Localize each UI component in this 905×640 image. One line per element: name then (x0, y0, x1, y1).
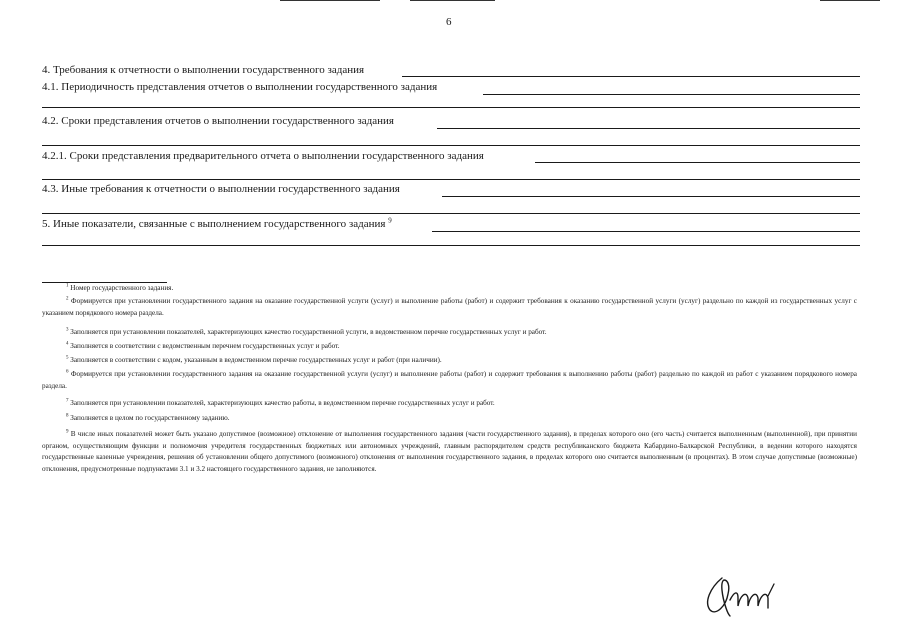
footnote (42, 413, 857, 425)
footnote (42, 341, 857, 353)
fill-line (42, 213, 860, 214)
footnote (42, 355, 857, 367)
page-number: 6 (446, 16, 452, 28)
footnote (42, 398, 857, 410)
fill-line (42, 179, 860, 180)
footnote-text: Номер государственного задания. (70, 284, 174, 292)
fill-line (483, 94, 860, 95)
footnote (42, 283, 857, 295)
footnote (42, 369, 857, 392)
footnote-number: 4 (66, 341, 69, 347)
field-label: 4. Требования к отчетности о выполнении государственного задания (42, 64, 365, 76)
field-label: 4.1. Периодичность представления отчетов о выполнении государственного задания (42, 81, 438, 93)
fill-line (402, 76, 860, 77)
field-other-indicators (42, 218, 392, 230)
footnote-number: 7 (66, 398, 69, 404)
field-label: 4.2. Сроки представления отчетов о выполнении государственного задания (42, 115, 394, 127)
footnote-number: 8 (66, 413, 69, 419)
scan-mark (410, 0, 495, 1)
field-label: 4.3. Иные требования к отчетности о выполнении государственного задания (42, 183, 400, 195)
footnote-text: Заполняется в целом по государственному заданию. (70, 414, 230, 422)
footnote-number: 1 (66, 283, 69, 289)
scan-mark (820, 0, 880, 1)
footnote-number: 9 (66, 429, 69, 435)
fill-line (442, 196, 860, 197)
footnote-text: Формируется при установлении государственного задания на оказание государственной услуги (услуг) и выполнение работы (работ) и содержит требования к оказанию государственной услуги (услуг) раздельно по каждой из государственных услуг с указанием порядкового номера раздела. (42, 297, 857, 317)
fill-line (42, 145, 860, 146)
fill-line (437, 128, 860, 129)
field-reporting-requirements (42, 64, 364, 76)
scan-mark (280, 0, 380, 1)
footnote (42, 296, 857, 319)
fill-line (535, 162, 860, 163)
footnote-number: 6 (66, 369, 69, 375)
fill-line (432, 231, 860, 232)
handwritten-signature (700, 566, 810, 620)
field-other-reporting-requirements (42, 183, 400, 195)
footnote-text: Заполняется в соответствии с кодом, указанным в ведомственном перечне государственных услуг и работ (при наличии). (70, 356, 442, 364)
footnote-text: В числе иных показателей может быть указано допустимое (возможное) отклонение от выполнения государственного задания (части государственного задания), в пределах которого оно (его часть) считается выполненным (выполненной), при принятии органом, осуществляющим функции и полномочия учредителя государственных бюджетных или автономных учреждений, главным распорядителем средств республиканского бюджета Кабардино-Балкарской Республики, в ведении которого находятся государственные казенные учреждения, решения об установлении общего допустимого (возможного) отклонения от выполнения государственного задания, в пределах которого оно считается выполненным (в процентах). В этом случае допустимые (возможные) отклонения, предусмотренные подпунктами 3.1 и 3.2 настоящего государственного задания, не заполняются. (42, 430, 857, 473)
field-preliminary-report-deadlines (42, 150, 484, 162)
footnote-number: 3 (66, 327, 69, 333)
footnote-text: Заполняется в соответствии с ведомственным перечнем государственных услуг и работ. (70, 342, 340, 350)
footnote (42, 429, 857, 475)
footnote-text: Заполняется при установлении показателей, характеризующих качество государственной услуги, в ведомственном перечне государственных услуг и работ. (70, 328, 547, 336)
fill-line (42, 245, 860, 246)
footnote (42, 327, 857, 339)
footnote-number: 5 (66, 355, 69, 361)
fill-line (42, 107, 860, 108)
footnote-ref: 9 (388, 216, 392, 225)
field-report-deadlines (42, 115, 394, 127)
field-label: 5. Иные показатели, связанные с выполнением государственного задания (42, 218, 386, 230)
field-report-frequency (42, 81, 437, 93)
field-label: 4.2.1. Сроки представления предварительного отчета о выполнении государственного задания (42, 150, 484, 162)
footnote-text: Формируется при установлении государственного задания на оказание государственной услуги (услуг) и выполнение работы (работ) и содержит требования к выполнению работы (работ) раздельно по каждой из работ с указанием порядкового номера раздела. (42, 370, 858, 390)
footnote-text: Заполняется при установлении показателей, характеризующих качество работы, в ведомственном перечне государственных услуг и работ. (70, 399, 495, 407)
footnote-number: 2 (66, 296, 69, 302)
